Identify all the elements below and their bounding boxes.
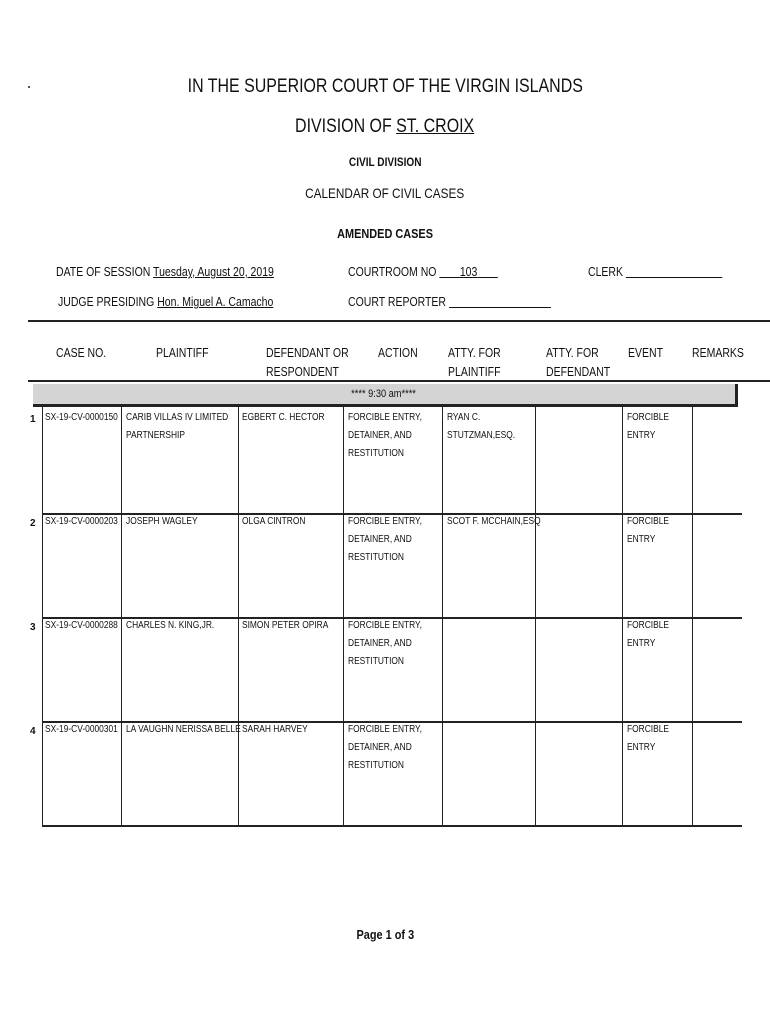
col-remarks: REMARKS: [692, 346, 744, 360]
plaintiff-cell: CHARLES N. KING,JR.: [126, 620, 215, 631]
courtroom-value: 103: [459, 265, 478, 279]
case-no-cell: SX-19-CV-0000150: [45, 412, 118, 423]
plaintiff-cell: CARIB VILLAS IV LIMITED PARTNERSHIP: [126, 412, 229, 441]
action-cell: FORCIBLE ENTRY, DETAINER, AND RESTITUTION: [348, 620, 422, 667]
row-number: 2: [30, 518, 36, 529]
event-cell: FORCIBLE ENTRY: [627, 620, 670, 649]
col-atty-plaintiff: ATTY. FOR PLAINTIFF: [448, 346, 501, 379]
col-event: EVENT: [628, 346, 664, 360]
session-time-bar: **** 9:30 am****: [33, 384, 738, 407]
case-no-cell: SX-19-CV-0000301: [45, 724, 118, 735]
header-rule-bottom: [28, 380, 770, 382]
division-name: ST. CROIX: [396, 116, 475, 137]
case-no-cell: SX-19-CV-0000203: [45, 516, 118, 527]
event-cell: FORCIBLE ENTRY: [627, 516, 670, 545]
plaintiff-cell: LA VAUGHN NERISSA BELLE: [126, 724, 241, 735]
courtroom-no: COURTROOM NO 103: [348, 265, 478, 279]
action-cell: FORCIBLE ENTRY, DETAINER, AND RESTITUTION: [348, 724, 422, 771]
court-reporter: COURT REPORTER: [348, 295, 447, 309]
action-cell: FORCIBLE ENTRY, DETAINER, AND RESTITUTION: [348, 516, 422, 563]
judge-value: Hon. Miguel A. Camacho: [157, 295, 274, 309]
calendar-title: CALENDAR OF CIVIL CASES: [305, 185, 465, 201]
row-number: 1: [30, 414, 36, 425]
date-value: Tuesday, August 20, 2019: [153, 265, 274, 279]
col-plaintiff: PLAINTIFF: [156, 346, 209, 360]
header-rule-top: [28, 320, 770, 322]
row-number: 4: [30, 726, 36, 737]
defendant-cell: SARAH HARVEY: [242, 724, 308, 735]
atty-plaintiff-cell: RYAN C. STUTZMAN,ESQ.: [447, 412, 516, 441]
civil-division-heading: CIVIL DIVISION: [348, 155, 422, 169]
col-defendant: DEFENDANT OR RESPONDENT: [266, 346, 349, 379]
event-cell: FORCIBLE ENTRY: [627, 724, 670, 753]
col-case-no: CASE NO.: [56, 346, 107, 360]
event-cell: FORCIBLE ENTRY: [627, 412, 670, 441]
case-no-cell: SX-19-CV-0000288: [45, 620, 118, 631]
action-cell: FORCIBLE ENTRY, DETAINER, AND RESTITUTION: [348, 412, 422, 459]
col-atty-defendant: ATTY. FOR DEFENDANT: [546, 346, 611, 379]
plaintiff-cell: JOSEPH WAGLEY: [126, 516, 198, 527]
defendant-cell: EGBERT C. HECTOR: [242, 412, 325, 423]
division-title: DIVISION OF ST. CROIX: [295, 116, 475, 137]
defendant-cell: OLGA CINTRON: [242, 516, 306, 527]
atty-plaintiff-cell: SCOT F. MCCHAIN,ESQ: [447, 516, 541, 527]
judge-presiding: JUDGE PRESIDING Hon. Miguel A. Camacho: [58, 295, 274, 309]
clerk: CLERK: [588, 265, 624, 279]
amended-heading: AMENDED CASES: [337, 226, 433, 241]
page-number: Page 1 of 3: [356, 927, 414, 942]
row-divider: [42, 825, 742, 827]
court-title: IN THE SUPERIOR COURT OF THE VIRGIN ISLANDS: [187, 76, 583, 97]
defendant-cell: SIMON PETER OPIRA: [242, 620, 329, 631]
row-number: 3: [30, 622, 36, 633]
col-action: ACTION: [378, 346, 418, 360]
date-of-session: DATE OF SESSION Tuesday, August 20, 2019: [56, 265, 274, 279]
